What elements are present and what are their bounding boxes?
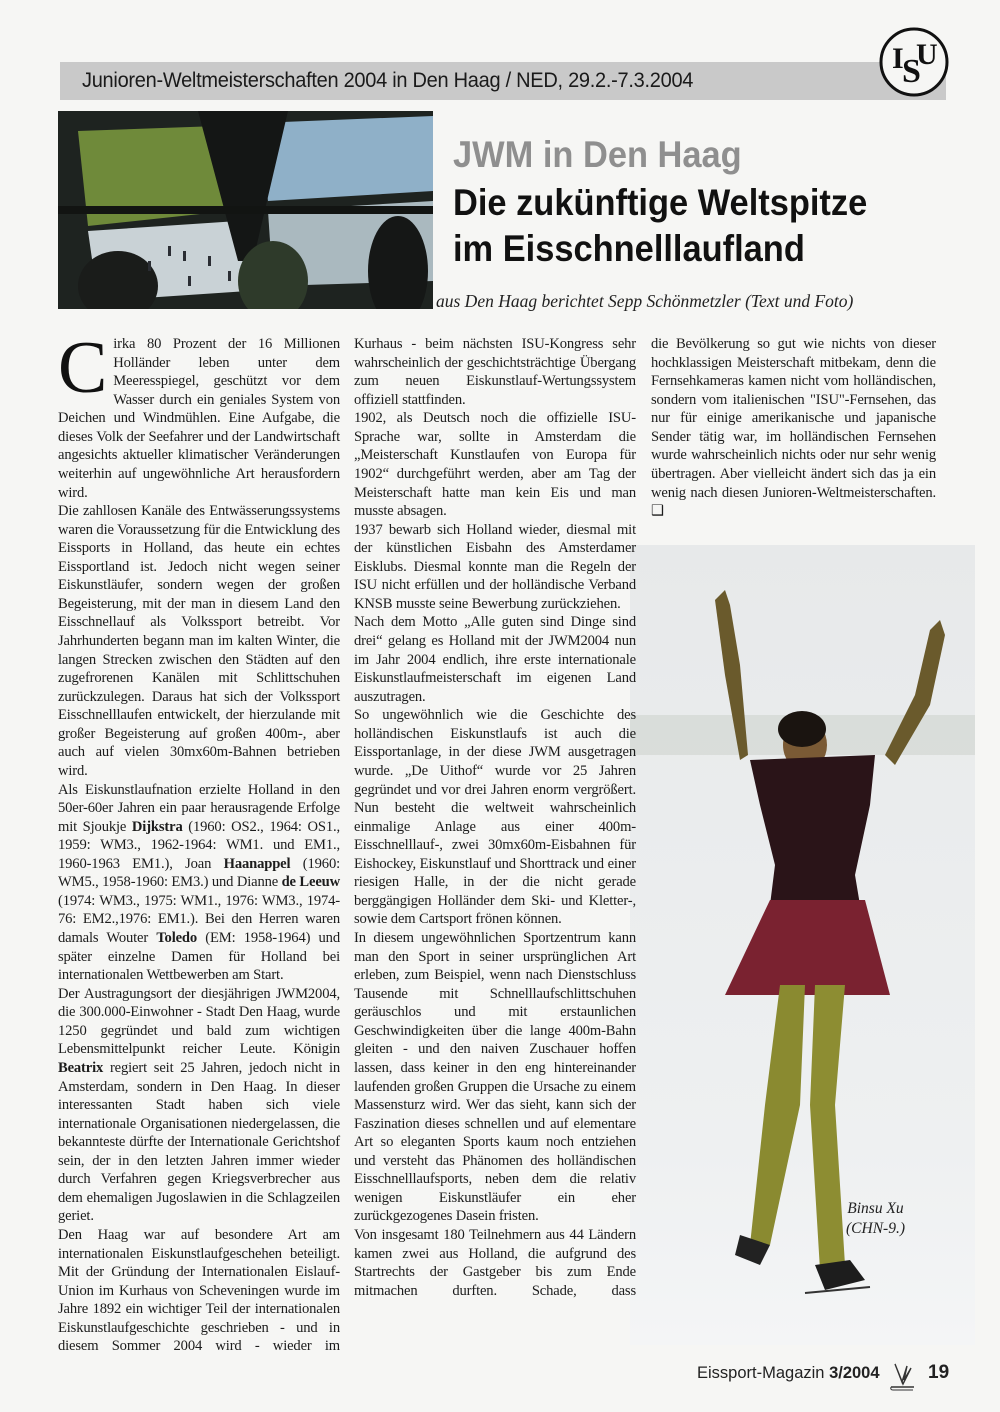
article-paragraph	[58, 1226, 340, 1356]
skate-logo-icon	[887, 1360, 917, 1392]
article-paragraph	[58, 327, 340, 502]
text-run: So ungewöhnlich wie die Geschichte des holländischen Eiskunstlaufs ist auch die Eissportanlage, in der diese JWM ausgetragen wurde. „De Uithof“ wurde vor 25 Jahren gegründet und vor drei Jahren enorm vergrößert. Nun besteht die weltweit wahrscheinlich einmalige Anlage aus einer 400m-Eisschnelllauf-, zwei 30mx60m-Eisbahnen für Eishockey, Eiskunstlauf und Shorttrack und einer riesigen Halle, in der die nicht gerade berggängigen Holländer dem Ski- und Kletter-, sowie dem Cartsport frönen können.	[354, 707, 636, 928]
text-run: Nach dem Motto „Alle guten sind Dinge sind drei“ gelang es Holland mit der JWM2004 nun im Jahr 2004 endlich, ihre erste internationale Eiskunstlaufmeisterschaft im eigenen Land auszutragen.	[354, 614, 636, 705]
skater-photo	[630, 545, 975, 1345]
caption-country-rank: (CHN-9.)	[846, 1220, 905, 1237]
article-paragraph	[354, 613, 636, 706]
article-paragraph	[58, 781, 340, 985]
svg-text:U: U	[916, 38, 938, 71]
article-kicker: JWM in Den Haag	[453, 134, 742, 175]
bold-name: Haanappel	[223, 855, 291, 872]
caption-name: Binsu Xu	[847, 1200, 904, 1217]
article-paragraph	[354, 521, 636, 614]
ice-rink-hall-photo	[58, 111, 433, 309]
article-paragraph	[354, 409, 636, 520]
text-run: Der Austragungsort der diesjährigen JWM2004, die 300.000-Einwohner - Stadt Den Haag, wurde 1250 gegründet und bald zum wichtigen Lebensmittelpunkt reicher Leute. Königin	[58, 985, 340, 1058]
text-run: (EM: 1958-1964) und später einzelne Damen für Holland bei internationalen Wettbewerben am Start.	[58, 930, 340, 984]
bold-name: Dijkstra	[131, 818, 183, 835]
article-paragraph	[58, 985, 340, 1226]
article-headline	[453, 180, 867, 272]
text-run: (1974: WM3., 1975: WM1., 1976: WM3., 1974-76: EM2.,1976: EM1.). Bei den Herren waren damals Wouter	[58, 892, 340, 946]
drop-cap: C	[58, 327, 108, 409]
photo-caption	[846, 1199, 905, 1239]
text-run: Kurhaus - beim nächsten ISU-Kongress sehr wahrscheinlich der geschichtsträchtige Übergang zum neuen Eiskunstlauf-Wertungssystem offiziell stattfinden.	[354, 336, 636, 408]
headline-line-1: Die zukünftige Weltspitze	[453, 182, 868, 223]
bold-name: Toledo	[156, 930, 198, 946]
bold-name: de Leeuw	[281, 874, 340, 891]
text-run: Den Haag war auf besondere Art am internationalen Eiskunstlaufgeschehen beteiligt. Mit der Gründung der Internationalen Eislauf-Union im Kurhaus von Scheveningen wurde im Jahre 1892 ein wichtiger Teil der internationalen Eiskunstlaufgeschichte geschrieben - und in diesem Sommer 2004 wird - wieder im	[58, 1227, 340, 1355]
event-title: Junioren-Weltmeisterschaften 2004 in Den Haag / NED, 29.2.-7.3.2004	[82, 68, 694, 92]
article-column-1	[58, 327, 340, 1356]
article-paragraph	[354, 1226, 636, 1300]
page-number: 19	[928, 1362, 950, 1383]
text-run: die Bevölkerung so gut wie nichts von dieser hochklassigen Meisterschaft mitbekam, denn die Fernsehkameras kamen nicht vom holländischen, sondern vom italienischen "ISU"-Fernsehen, das nur für einige amerikanische und japanische Sender tätig war, im holländischen Fernsehen wurde wahrscheinlich nichts oder nur sehr wenig übertragen. Aber vielleicht ändert sich das ja ein wenig nach diesen Junioren-Weltmeisterschaften. ❑	[651, 336, 936, 520]
bold-name: Beatrix	[58, 1059, 104, 1076]
svg-text:S: S	[902, 53, 921, 90]
article-paragraph	[651, 335, 936, 521]
text-run: 1937 bewarb sich Holland wieder, diesmal mit der künstlichen Eisbahn des Amsterdamer Eisklubs. Diesmal konnte man die Regeln der ISU nicht erfüllen und der holländische Verband KNSB musste seine Bewerbung zurückziehen.	[354, 521, 636, 612]
article-paragraph	[354, 335, 636, 409]
article-paragraph	[354, 706, 636, 929]
isu-logo	[878, 26, 950, 98]
text-run: irka 80 Prozent der 16 Millionen Holländer leben unter dem Meeresspiegel, geschützt vor dem Wasser durch ein geniales System von Deichen und Windmühlen. Eine Aufgabe, die dieses Volk der Seefahrer und der Landwirtschaft angesichts aktueller klimatischer Veränderungen weiterhin auf ungewöhnliche Art herausfordern wird.	[58, 336, 340, 501]
text-run: (1960: OS2., 1964: OS1., 1959: WM3., 1962-1964: WM1. und EM1., 1960-1963 EM1.), Joan	[58, 818, 340, 872]
headline-line-2: im Eisschnelllaufland	[453, 228, 805, 269]
text-run: (1960: WM5., 1958-1960: EM3.) und Dianne	[58, 855, 340, 891]
article-byline: aus Den Haag berichtet Sepp Schönmetzler (Text und Foto)	[436, 291, 854, 311]
text-run: regiert seit 25 Jahren, jedoch nicht in Amsterdam, sondern in Den Haag. In dieser interessanten Stadt haben sich viele internationale Organisationen niedergelassen, die bekannteste dürfte der Internationale Gerichtshof sein, der in den letzten Jahren immer wieder durch Verfahren gegen Kriegsverbrecher aus dem ehemaligen Jugoslawien in die Schlagzeilen geriet.	[58, 1059, 340, 1225]
article-column-2	[354, 335, 636, 1300]
article-column-3	[651, 335, 936, 521]
svg-text:I: I	[892, 42, 904, 75]
text-run: In diesem ungewöhnlichen Sportzentrum kann man den Sport in seiner ursprünglichen Art erleben, zum Beispiel, wenn nach Dienstschluss Tausende mit Schnelllaufschlittschuhen geräuschlos und mit erstaunlichen Geschwindigkeiten über die lange 400m-Bahn gleiten - und den naiven Zuschauer hoffen lassen, dass keiner in den eng hintereinander laufenden großen Gruppen die Ursache zu einem Massensturz wird. Wer das sieht, kann sich der Faszination dieses schnellen und auf elementare Art so eleganten Sports kaum noch entziehen und versteht das Phänomen des holländischen Eisschnelllaufsports, neben dem die relativ wenigen Eiskunstläufer ein eher zurückgezogenes Dasein fristen.	[354, 930, 636, 1225]
text-run: Von insgesamt 180 Teilnehmern aus 44 Ländern kamen zwei aus Holland, die aufgrund des Startrechts der Gastgeber bis zum Ende mitmachen durften. Schade, dass	[354, 1227, 636, 1299]
magazine-name: Eissport-Magazin	[697, 1364, 825, 1382]
article-paragraph	[58, 502, 340, 780]
text-run: Die zahllosen Kanäle des Entwässerungssystems waren die Voraussetzung für die Entwicklung des Eissports in Holland, das heute ein echtes Eissportland ist. Jedoch nicht wegen seiner Eiskunstläufer, sondern wegen der großen Begeisterung, mit der man in diesem Land den Eisschnellauf als Volkssport betreibt. Vor Jahrhunderten begann man im kalten Winter, die langen Strecken zwischen den Städten auf den zugefrorenen Kanälen mit Schlittschuhen zurückzulegen. Daraus hat sich der Volkssport Eisschnelllaufen entwickelt, der hierzulande mit großer Begeisterung auf großen 400m-, aber auch auf vielen 30mx60m-Bahnen betrieben wird.	[58, 503, 340, 779]
text-run: Als Eiskunstlaufnation erzielte Holland in den 50er-60er Jahren ein paar herausragende Erfolge mit Sjoukje	[58, 781, 340, 835]
article-paragraph	[354, 929, 636, 1226]
magazine-issue: 3/2004	[829, 1364, 880, 1382]
text-run: 1902, als Deutsch noch die offizielle ISU-Sprache war, sollte in Amsterdam die „Meisterschaft Kunstlaufen von Europa für 1902“ durchgeführt werden, aber am Tag der Meisterschaft hatte man kein Eis und man musste absagen.	[354, 410, 636, 520]
footer-magazine	[697, 1364, 880, 1383]
